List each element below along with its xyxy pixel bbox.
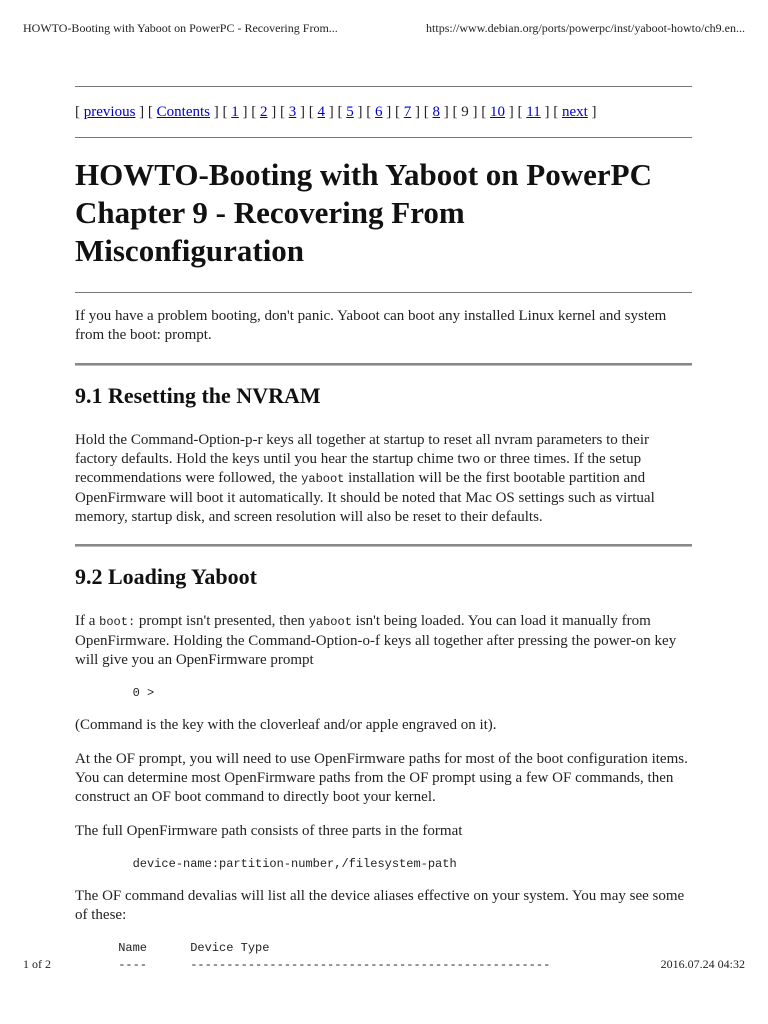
nav-chapter-7-link[interactable]: 7 xyxy=(403,104,412,120)
loading-code-boot: boot: xyxy=(99,615,136,629)
nav-current-chapter: 9 xyxy=(461,104,469,120)
loading-paragraph-2: (Command is the key with the cloverleaf and/or apple engraved on it). xyxy=(75,717,497,733)
loading-code-yaboot: yaboot xyxy=(308,615,352,629)
loading-text-c: isn't being loaded. You can load it manually from OpenFirmware. Holding the Command-Option-o-f keys all together after pressing the power-on key will give you an OpenFirmware prompt xyxy=(75,613,677,668)
nav-chapter-2-link[interactable]: 2 xyxy=(260,104,268,120)
print-header xyxy=(23,21,745,36)
title-divider xyxy=(75,292,692,293)
nvram-text-b: installation will be the first bootable partition and OpenFirmware will boot it automatically. It should be noted that Mac OS settings such as virtual memory, startup disk, and screen resolution will also be reset to their defaults. xyxy=(75,470,655,525)
nav-chapter-10-link[interactable]: 10 xyxy=(490,104,506,120)
page-number: 1 of 2 xyxy=(23,957,51,971)
nav-divider xyxy=(75,137,692,138)
chapter-navigation: [ previous ] [ Contents ] [ 1 ] [ 2 ] [ 3 ] [ 4 ] [ 5 ] [ 6 ] [ 7 ] [ 8 ] [ 9 ] [ 10 ] [ 11 ] [ next ] xyxy=(75,104,597,120)
devalias-table-code: Name Device Type ---- -------------------------------------------------- xyxy=(118,941,551,972)
of-prompt-code: 0 > xyxy=(75,686,155,700)
loading-paragraph-5: The OF command devalias will list all the device aliases effective on your system. You may see some of these: xyxy=(75,888,685,923)
loading-text-a: If a xyxy=(75,613,100,629)
loading-text-b: prompt isn't presented, then xyxy=(135,613,309,629)
section-heading-nvram: 9.1 Resetting the NVRAM xyxy=(75,383,321,408)
loading-paragraph-1 xyxy=(75,612,692,670)
page-title-line2: Chapter 9 - Recovering From Misconfiguration xyxy=(75,195,465,268)
page-title xyxy=(75,156,692,270)
of-path-format-code: device-name:partition-number,/filesystem-path xyxy=(75,857,457,871)
main-content xyxy=(75,86,692,988)
section-divider-2 xyxy=(75,544,692,547)
nvram-text-a: Hold the Command-Option-p-r keys all together at startup to reset all nvram parameters to their factory defaults. Hold the keys until you hear the startup chime two or three times. If the setup recommendations were followed, the xyxy=(75,432,649,486)
print-header-url: https://www.debian.org/ports/powerpc/inst/yaboot-howto/ch9.en... xyxy=(426,21,745,35)
section-divider-1 xyxy=(75,363,692,366)
nav-chapter-5-link[interactable]: 5 xyxy=(346,104,354,120)
top-divider xyxy=(75,86,692,87)
intro-paragraph: If you have a problem booting, don't panic. Yaboot can boot any installed Linux kernel and system from the boot: prompt. xyxy=(75,308,667,343)
nav-chapter-3-link[interactable]: 3 xyxy=(288,104,297,120)
print-footer xyxy=(23,957,745,972)
loading-paragraph-4: The full OpenFirmware path consists of three parts in the format xyxy=(75,823,463,839)
nav-chapter-6-link[interactable]: 6 xyxy=(375,104,383,120)
print-timestamp: 2016.07.24 04:32 xyxy=(660,957,745,971)
nav-chapter-11-link[interactable]: 11 xyxy=(526,104,541,120)
nav-next-link[interactable]: next xyxy=(561,104,588,120)
nvram-paragraph xyxy=(75,431,692,527)
print-header-title: HOWTO-Booting with Yaboot on PowerPC - Recovering From... xyxy=(23,21,338,35)
nav-chapter-1-link[interactable]: 1 xyxy=(231,104,239,120)
nav-contents-link[interactable]: Contents xyxy=(156,104,211,120)
nav-chapter-4-link[interactable]: 4 xyxy=(317,104,326,120)
loading-paragraph-3: At the OF prompt, you will need to use OpenFirmware paths for most of the boot configuration items. You can determine most OpenFirmware paths from the OF prompt using a few OF commands, then construct an OF boot command to directly boot your kernel. xyxy=(75,751,688,805)
section-heading-loading: 9.2 Loading Yaboot xyxy=(75,564,257,589)
nvram-code-yaboot: yaboot xyxy=(301,472,345,486)
page-title-line1: HOWTO-Booting with Yaboot on PowerPC xyxy=(75,157,652,192)
nav-chapter-8-link[interactable]: 8 xyxy=(432,104,441,120)
nav-previous-link[interactable]: previous xyxy=(83,104,136,120)
